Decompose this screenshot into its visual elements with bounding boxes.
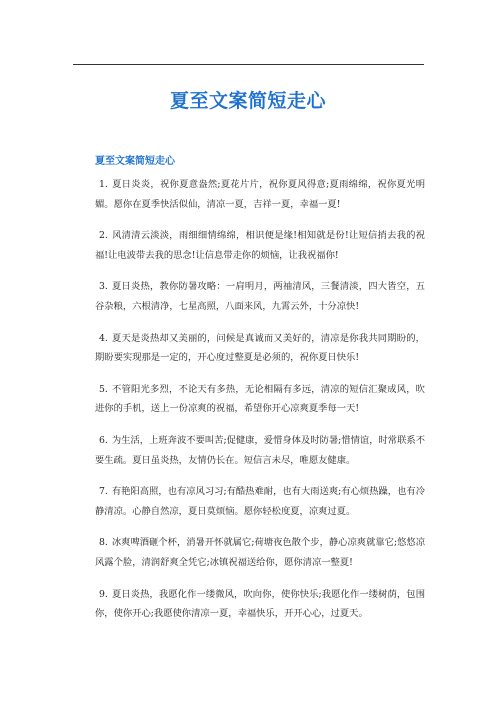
item-text: 冰爽啤酒砸个杯，消暑开怀就属它;荷塘夜色散个步，静心凉爽就靠它;悠悠凉风露个脸，清润舒爽全凭它;冰镇祝福送给你，愿你清凉一整夏! [95,537,425,568]
item-number: 2. [99,230,108,242]
item-text: 为生活，上班奔波不要叫苦;促健康，爱惜身体及时防暑;惜情谊，时常联系不要生疏。夏日虽炎热，友情仍长在。短信言未尽，唯愿友健康。 [95,434,425,466]
item-text: 不管阳光多烈，不论天有多热，无论相隔有多远，清凉的短信汇聚成风，吹进你的手机，送上一份凉爽的祝福，希望你开心凉爽夏季每一天! [95,383,425,415]
item-number: 5. [99,383,108,395]
item-number: 8. [99,537,108,549]
page-title: 夏至文案简短走心 [169,90,326,112]
list-item [73,329,425,368]
list-item [73,277,425,316]
greeting-list [95,175,425,636]
item-text: 夏天是炎热却又美丽的，问候是真诚而又美好的，清凉是你我共同期盼的，期盼要实现那是一定的，开心度过整夏是必须的，祝你夏日快乐! [95,332,425,364]
list-item [73,431,425,470]
item-number: 6. [99,434,108,446]
item-text: 夏日炎炎，祝你夏意盎然;夏花片片，祝你夏风得意;夏雨绵绵，祝你夏光明媚。愿你在夏季快活似仙，清凉一夏，吉祥一夏，幸福一夏! [95,179,425,210]
item-number: 1. [99,179,108,190]
list-item [73,380,425,419]
list-item [73,226,425,265]
header-divider [73,64,424,65]
item-text: 风清清云淡淡，雨细细情绵绵，相识便是缘!相知就是份!让短信捎去我的祝福!让电波带去我的思念!让信息带走你的烦恼，让我祝福你! [95,230,425,261]
list-item [73,533,425,572]
item-number: 9. [99,588,108,600]
item-text: 夏日炎热，我愿化作一缕微风，吹向你，使你快乐;我愿化作一缕树荫，包围你，使你开心;我愿使你清凉一夏，幸福快乐，开开心心，过夏天。 [95,588,425,620]
item-text: 夏日炎热，教你防暑攻略：一肩明月，两袖清风，三餐清淡，四大皆空，五谷杂粮，六根清净，七星高照，八面来风，九霄云外，十分凉快! [95,281,425,312]
list-item [73,585,425,624]
item-number: 4. [99,332,108,344]
item-number: 3. [99,281,108,293]
list-item [73,175,425,214]
item-number: 7. [99,486,108,498]
item-text: 有艳阳高照，也有凉风习习;有酷热难耐，也有大雨送爽;有心烦热躁，也有冷静清凉。心静自然凉，夏日莫烦恼。愿你轻松度夏，凉爽过夏。 [95,486,425,517]
list-item [73,482,425,521]
section-heading: 夏至文案简短走心 [95,156,175,167]
